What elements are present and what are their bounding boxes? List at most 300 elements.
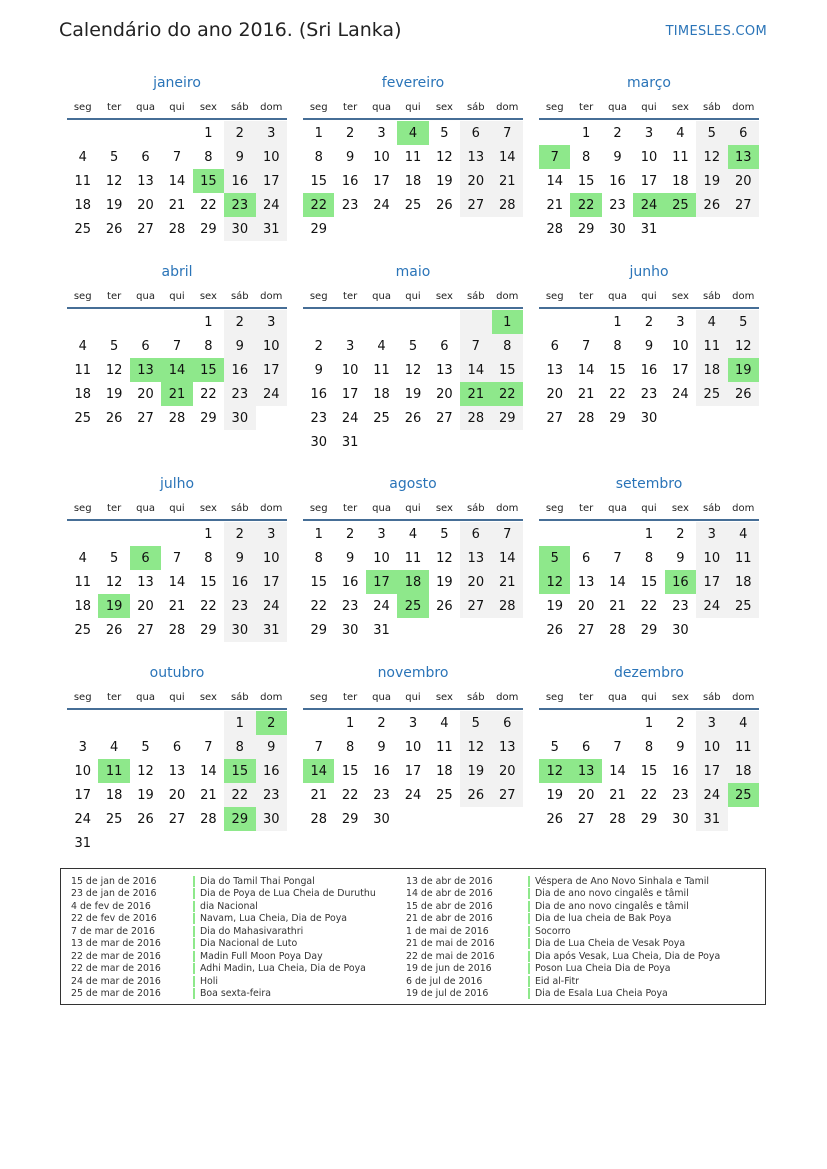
day-cell: 16: [341, 173, 359, 189]
day-cell: 20: [137, 386, 154, 402]
holiday-day-cell: 23: [224, 193, 255, 217]
day-cell: 5: [440, 125, 449, 141]
day-cell: 27: [492, 783, 523, 807]
weekday-label: sáb: [230, 691, 249, 703]
day-cell: 14: [609, 574, 626, 590]
holiday-day-cell: 21: [460, 382, 491, 406]
day-cell: 11: [74, 173, 91, 189]
holiday-day-cell: 22: [492, 382, 523, 406]
legend-row: [406, 963, 720, 976]
day-cell: 6: [440, 338, 449, 354]
day-cell: 23: [256, 783, 287, 807]
day-cell: 3: [696, 711, 727, 735]
legend-row: [71, 963, 376, 976]
day-cell: 15: [310, 173, 327, 189]
empty-cell: [334, 310, 365, 334]
day-cell: 13: [436, 362, 453, 378]
day-cell: 10: [74, 763, 91, 779]
day-cell: 10: [256, 334, 287, 358]
legend-color-bar: [528, 888, 530, 899]
legend-date: 14 de abr de 2016: [406, 888, 493, 900]
day-cell: 6: [550, 338, 559, 354]
day-cell: 14: [577, 362, 595, 378]
weekday-header: [303, 96, 523, 120]
day-cell: 28: [577, 410, 595, 426]
holiday-legend: [60, 868, 766, 1005]
day-cell: 6: [172, 739, 182, 755]
day-cell: 18: [74, 197, 91, 213]
weekday-header: [303, 686, 523, 710]
legend-row: [406, 913, 720, 926]
day-cell: 7: [460, 334, 491, 358]
empty-cell: [161, 711, 192, 735]
weekday-label: sex: [435, 502, 453, 514]
day-cell: 11: [728, 546, 759, 570]
legend-holiday-name: Navam, Lua Cheia, Dia de Poya: [200, 913, 348, 925]
day-cell: 14: [200, 763, 217, 779]
day-cell: 11: [436, 739, 453, 755]
day-cell: 29: [200, 622, 217, 638]
holiday-day-cell: 22: [570, 193, 601, 217]
holiday-day-cell: 2: [256, 711, 287, 735]
day-cell: 25: [74, 410, 91, 426]
day-cell: 10: [256, 546, 287, 570]
legend-date: 13 de mar de 2016: [71, 938, 161, 950]
weekday-label: dom: [260, 290, 283, 302]
weekday-label: dom: [260, 502, 283, 514]
empty-cell: [570, 310, 601, 334]
day-cell: 24: [341, 410, 359, 426]
weekday-label: seg: [309, 101, 328, 113]
month-name: janeiro: [153, 75, 201, 91]
day-cell: 4: [78, 338, 87, 354]
legend-date: 25 de mar de 2016: [71, 988, 161, 1000]
day-cell: 26: [696, 193, 727, 217]
day-cell: 8: [492, 334, 523, 358]
day-cell: 8: [644, 739, 654, 755]
day-cell: 19: [137, 787, 154, 803]
day-cell: 5: [141, 739, 150, 755]
brand-link[interactable]: TIMESLES.COM: [665, 24, 767, 39]
weekday-label: sex: [671, 101, 689, 113]
day-cell: 27: [577, 811, 595, 827]
day-cell: 19: [546, 787, 563, 803]
day-cell: 26: [546, 811, 563, 827]
weekday-label: qui: [169, 691, 185, 703]
day-cell: 20: [728, 169, 759, 193]
month-name: março: [627, 75, 671, 91]
holiday-day-cell: 12: [539, 759, 570, 783]
day-cell: 30: [341, 622, 359, 638]
day-cell: 1: [644, 526, 654, 542]
day-cell: 1: [644, 715, 654, 731]
holiday-day-cell: 1: [492, 310, 523, 334]
day-cell: 27: [137, 221, 154, 237]
day-cell: 11: [404, 149, 422, 165]
month-abril: [67, 259, 287, 430]
day-cell: 29: [200, 410, 217, 426]
month-name: abril: [161, 264, 193, 280]
legend-date: 15 de abr de 2016: [406, 900, 493, 912]
holiday-day-cell: 18: [397, 570, 428, 594]
legend-date: 4 de fev de 2016: [71, 900, 151, 912]
legend-row: [71, 888, 376, 901]
day-cell: 28: [200, 811, 217, 827]
day-cell: 7: [581, 338, 591, 354]
day-grid: [303, 522, 523, 642]
day-cell: 23: [672, 787, 689, 803]
day-cell: 9: [345, 550, 355, 566]
day-cell: 17: [256, 358, 287, 382]
day-cell: 27: [137, 622, 154, 638]
weekday-label: sáb: [702, 290, 721, 302]
day-cell: 12: [105, 574, 123, 590]
day-cell: 20: [168, 787, 186, 803]
day-cell: 26: [105, 410, 123, 426]
day-cell: 20: [492, 759, 523, 783]
day-cell: 12: [696, 145, 727, 169]
legend-holiday-name: Madin Full Moon Poya Day: [200, 950, 323, 962]
day-cell: 9: [644, 338, 654, 354]
day-cell: 3: [377, 125, 386, 141]
day-cell: 20: [460, 169, 491, 193]
legend-row: [406, 988, 720, 1001]
legend-holiday-name: dia Nacional: [200, 900, 258, 912]
weekday-label: sex: [199, 101, 217, 113]
day-cell: 19: [696, 169, 727, 193]
day-cell: 19: [105, 197, 123, 213]
day-cell: 14: [460, 358, 491, 382]
month-dezembro: [539, 660, 759, 831]
legend-date: 19 de jul de 2016: [406, 988, 489, 1000]
day-cell: 9: [676, 739, 685, 755]
legend-row: [71, 875, 376, 888]
day-cell: 17: [404, 763, 422, 779]
day-cell: 13: [492, 735, 523, 759]
empty-cell: [98, 121, 129, 145]
day-cell: 4: [408, 526, 418, 542]
day-cell: 6: [581, 739, 591, 755]
month-setembro: [539, 471, 759, 642]
day-cell: 28: [168, 221, 186, 237]
legend-holiday-name: Boa sexta-feira: [200, 988, 272, 1000]
empty-cell: [602, 522, 633, 546]
legend-color-bar: [528, 901, 530, 912]
legend-color-bar: [528, 876, 530, 887]
weekday-label: sex: [671, 502, 689, 514]
day-cell: 26: [436, 197, 453, 213]
holiday-day-cell: 25: [397, 594, 428, 618]
day-cell: 23: [609, 197, 626, 213]
day-cell: 10: [640, 149, 658, 165]
holiday-day-cell: 16: [665, 570, 696, 594]
day-cell: 18: [74, 386, 91, 402]
weekday-header: [539, 686, 759, 710]
weekday-label: qui: [405, 691, 421, 703]
day-cell: 27: [546, 410, 563, 426]
day-cell: 15: [310, 574, 327, 590]
legend-color-bar: [528, 926, 530, 937]
day-cell: 13: [460, 145, 491, 169]
page-title: Calendário do ano 2016. (Sri Lanka): [59, 19, 402, 41]
day-cell: 6: [728, 121, 759, 145]
weekday-label: seg: [309, 502, 328, 514]
day-cell: 12: [105, 362, 123, 378]
day-cell: 4: [377, 338, 386, 354]
empty-cell: [130, 522, 161, 546]
day-cell: 25: [696, 382, 727, 406]
weekday-label: ter: [579, 290, 594, 302]
weekday-label: ter: [579, 502, 594, 514]
day-cell: 23: [310, 410, 327, 426]
legend-date: 6 de jul de 2016: [406, 975, 483, 987]
day-cell: 11: [404, 550, 422, 566]
day-cell: 26: [546, 622, 563, 638]
legend-date: 19 de jun de 2016: [406, 963, 492, 975]
weekday-label: dom: [496, 502, 519, 514]
empty-cell: [67, 121, 98, 145]
day-cell: 3: [256, 121, 287, 145]
day-cell: 2: [314, 338, 323, 354]
day-cell: 16: [224, 169, 255, 193]
day-cell: 4: [696, 310, 727, 334]
month-fevereiro: [303, 70, 523, 241]
month-name: maio: [395, 264, 431, 280]
empty-cell: [98, 522, 129, 546]
day-cell: 29: [492, 406, 523, 430]
day-cell: 1: [581, 125, 591, 141]
day-cell: 5: [440, 526, 449, 542]
day-cell: 14: [609, 763, 626, 779]
weekday-label: dom: [496, 691, 519, 703]
day-cell: 11: [696, 334, 727, 358]
day-cell: 7: [172, 550, 182, 566]
day-cell: 23: [672, 598, 689, 614]
legend-holiday-name: Dia de Esala Lua Cheia Poya: [535, 988, 668, 1000]
day-cell: 30: [224, 217, 255, 241]
day-cell: 17: [74, 787, 91, 803]
holiday-day-cell: 5: [539, 546, 570, 570]
legend-holiday-name: Poson Lua Cheia Dia de Poya: [535, 963, 671, 975]
weekday-label: dom: [496, 290, 519, 302]
day-cell: 17: [341, 386, 359, 402]
weekday-label: dom: [260, 101, 283, 113]
day-cell: 28: [168, 622, 186, 638]
day-cell: 31: [256, 217, 287, 241]
legend-color-bar: [193, 901, 195, 912]
weekday-label: ter: [579, 101, 594, 113]
day-cell: 6: [460, 121, 491, 145]
legend-date: 15 de jan de 2016: [71, 875, 157, 887]
weekday-label: seg: [545, 101, 564, 113]
day-cell: 1: [204, 125, 213, 141]
day-cell: 1: [224, 711, 255, 735]
legend-row: [406, 950, 720, 963]
day-cell: 17: [640, 173, 658, 189]
day-cell: 24: [373, 197, 390, 213]
legend-date: 23 de jan de 2016: [71, 888, 157, 900]
day-cell: 26: [728, 382, 759, 406]
day-cell: 10: [672, 338, 689, 354]
day-cell: 13: [137, 173, 154, 189]
legend-holiday-name: Dia após Vesak, Lua Cheia, Dia de Poya: [535, 950, 721, 962]
weekday-label: sáb: [702, 691, 721, 703]
legend-color-bar: [193, 951, 195, 962]
weekday-label: sex: [199, 290, 217, 302]
day-cell: 15: [341, 763, 359, 779]
weekday-label: ter: [343, 691, 358, 703]
legend-row: [406, 900, 720, 913]
weekday-label: qua: [608, 502, 627, 514]
legend-color-bar: [528, 913, 530, 924]
legend-color-bar: [528, 951, 530, 962]
weekday-label: ter: [107, 691, 122, 703]
day-cell: 5: [408, 338, 418, 354]
empty-cell: [130, 310, 161, 334]
day-cell: 24: [256, 594, 287, 618]
day-cell: 3: [377, 526, 386, 542]
day-cell: 15: [200, 574, 217, 590]
day-cell: 20: [137, 197, 154, 213]
day-cell: 31: [373, 622, 390, 638]
day-cell: 26: [105, 221, 123, 237]
day-grid: [67, 522, 287, 642]
holiday-day-cell: 25: [728, 783, 759, 807]
day-cell: 12: [728, 334, 759, 358]
month-janeiro: [67, 70, 287, 241]
day-cell: 21: [492, 169, 523, 193]
legend-holiday-name: Dia do Mahasivarathri: [200, 925, 304, 937]
weekday-label: qua: [372, 502, 391, 514]
day-cell: 14: [168, 173, 186, 189]
legend-holiday-name: Adhi Madin, Lua Cheia, Dia de Poya: [200, 963, 366, 975]
day-cell: 13: [460, 546, 491, 570]
day-cell: 8: [314, 149, 323, 165]
weekday-header: [67, 686, 287, 710]
month-name: junho: [629, 264, 669, 280]
day-cell: 19: [460, 759, 491, 783]
day-cell: 3: [696, 522, 727, 546]
holiday-day-cell: 13: [570, 759, 601, 783]
day-cell: 20: [436, 386, 453, 402]
legend-row: [71, 913, 376, 926]
day-grid: [539, 711, 759, 831]
day-cell: 28: [168, 410, 186, 426]
legend-date: 24 de mar de 2016: [71, 975, 161, 987]
weekday-label: qui: [641, 691, 657, 703]
empty-cell: [67, 522, 98, 546]
day-cell: 9: [224, 546, 255, 570]
weekday-label: ter: [107, 101, 122, 113]
day-cell: 26: [460, 783, 491, 807]
day-cell: 24: [256, 193, 287, 217]
month-outubro: [67, 660, 287, 855]
holiday-day-cell: 29: [224, 807, 255, 831]
legend-color-bar: [193, 876, 195, 887]
day-grid: [67, 310, 287, 430]
day-cell: 9: [256, 735, 287, 759]
day-cell: 12: [436, 149, 453, 165]
day-cell: 29: [341, 811, 359, 827]
empty-cell: [539, 121, 570, 145]
month-name: agosto: [389, 476, 437, 492]
weekday-label: sáb: [466, 101, 485, 113]
day-cell: 26: [137, 811, 154, 827]
day-cell: 16: [224, 358, 255, 382]
day-cell: 28: [492, 594, 523, 618]
holiday-day-cell: 13: [728, 145, 759, 169]
legend-holiday-name: Eid al-Fitr: [535, 975, 580, 987]
day-cell: 22: [640, 598, 658, 614]
month-agosto: [303, 471, 523, 642]
legend-date: 22 de mar de 2016: [71, 950, 161, 962]
day-cell: 23: [373, 787, 390, 803]
day-cell: 15: [609, 362, 626, 378]
weekday-label: qua: [608, 101, 627, 113]
day-cell: 9: [314, 362, 323, 378]
weekday-label: qua: [372, 101, 391, 113]
day-cell: 1: [204, 314, 213, 330]
day-cell: 24: [696, 783, 727, 807]
weekday-label: seg: [73, 502, 92, 514]
weekday-label: sáb: [230, 290, 249, 302]
day-cell: 16: [341, 574, 359, 590]
day-cell: 16: [373, 763, 390, 779]
day-cell: 29: [310, 622, 327, 638]
weekday-label: seg: [545, 502, 564, 514]
holiday-day-cell: 11: [98, 759, 129, 783]
day-cell: 10: [373, 149, 390, 165]
legend-color-bar: [193, 976, 195, 987]
weekday-label: qui: [641, 101, 657, 113]
legend-color-bar: [193, 963, 195, 974]
day-cell: 30: [672, 811, 689, 827]
day-cell: 27: [460, 594, 491, 618]
day-cell: 31: [341, 434, 359, 450]
day-cell: 4: [78, 149, 87, 165]
day-cell: 30: [609, 221, 626, 237]
day-cell: 21: [609, 787, 626, 803]
day-cell: 8: [204, 149, 213, 165]
weekday-label: qui: [169, 502, 185, 514]
day-cell: 1: [314, 125, 323, 141]
day-cell: 18: [436, 763, 453, 779]
empty-cell: [67, 310, 98, 334]
weekday-label: sáb: [702, 502, 721, 514]
day-cell: 10: [341, 362, 359, 378]
day-cell: 27: [436, 410, 453, 426]
weekday-label: qui: [641, 290, 657, 302]
day-cell: 12: [460, 735, 491, 759]
weekday-label: dom: [496, 101, 519, 113]
day-cell: 3: [408, 715, 418, 731]
legend-holiday-name: Véspera de Ano Novo Sinhala e Tamil: [535, 875, 709, 887]
day-cell: 7: [172, 149, 182, 165]
legend-color-bar: [528, 988, 530, 999]
day-cell: 25: [74, 221, 91, 237]
holiday-day-cell: 6: [130, 546, 161, 570]
weekday-label: dom: [732, 101, 755, 113]
weekday-label: qua: [136, 101, 155, 113]
day-cell: 4: [78, 550, 87, 566]
legend-holiday-name: Dia de lua cheia de Bak Poya: [535, 913, 672, 925]
weekday-label: qua: [372, 290, 391, 302]
day-cell: 2: [676, 715, 685, 731]
day-cell: 8: [581, 149, 591, 165]
day-cell: 25: [74, 622, 91, 638]
weekday-label: sáb: [230, 101, 249, 113]
day-cell: 7: [492, 522, 523, 546]
